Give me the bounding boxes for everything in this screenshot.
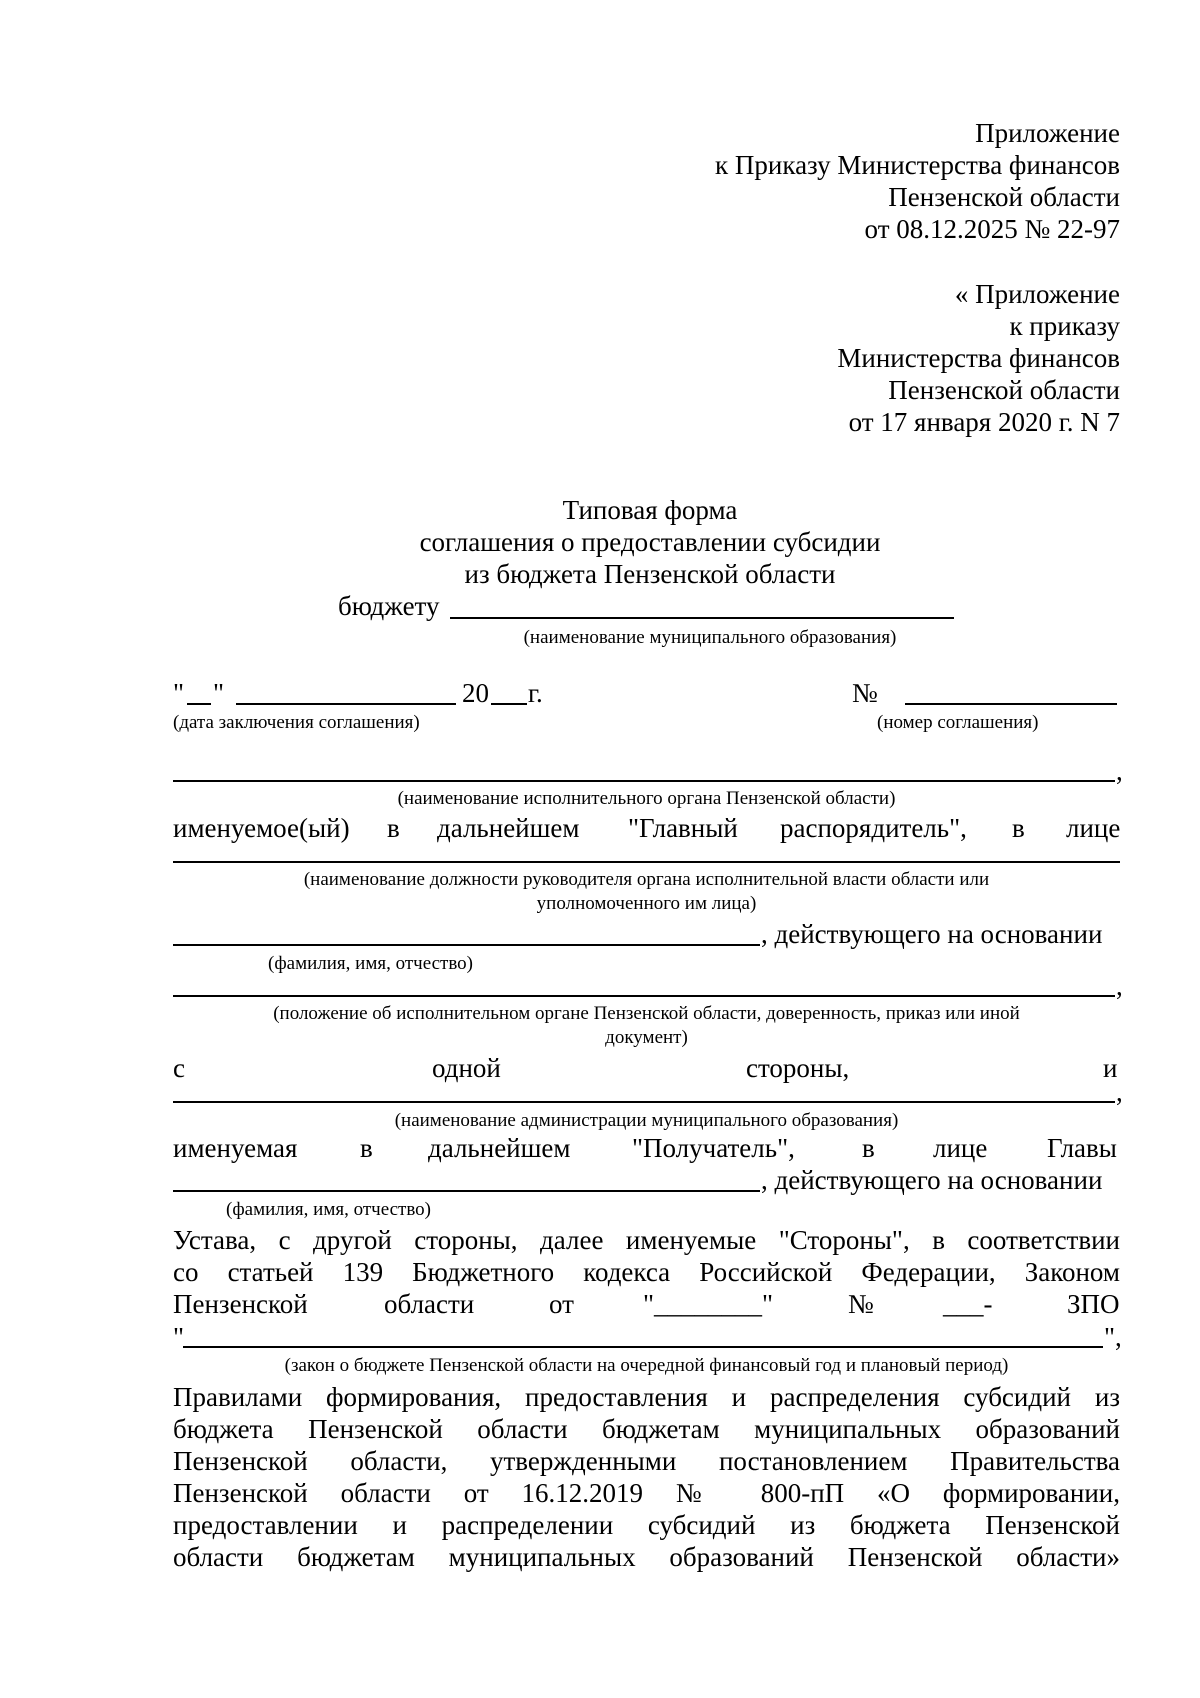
municipality-name-line[interactable] bbox=[450, 617, 954, 619]
named-recipient-w2: в bbox=[360, 1133, 373, 1163]
basis-document-line[interactable] bbox=[173, 995, 1115, 997]
date-caption: (дата заключения соглашения) bbox=[173, 712, 420, 733]
named-main-w3: дальнейшем bbox=[437, 813, 580, 843]
number-caption: (номер соглашения) bbox=[877, 712, 1039, 733]
named-main-w2: в bbox=[387, 813, 400, 843]
regulation-caption-2: документ) bbox=[605, 1027, 688, 1048]
ustav-line: Устава, с другой стороны, далее именуемые "Стороны", в соответствии bbox=[173, 1225, 1120, 1255]
rules-line-4: Пензенской области от 16.12.2019 № 800-пП «О формировании, bbox=[173, 1478, 1120, 1508]
quoted-order-ref: к приказу bbox=[1009, 311, 1120, 341]
law-line-w5: № bbox=[848, 1289, 874, 1319]
date-quote-close: " bbox=[213, 678, 225, 708]
municipality-caption: (наименование муниципального образования) bbox=[523, 627, 897, 648]
title-budget-prefix: бюджету bbox=[338, 591, 440, 621]
head-fio-line[interactable] bbox=[173, 944, 760, 946]
executive-body-caption: (наименование исполнительного органа Пензенской области) bbox=[397, 788, 896, 809]
named-main-w1: именуемое(ый) bbox=[173, 813, 350, 843]
budget-law-name-line[interactable] bbox=[183, 1346, 1103, 1348]
one-side-w3: стороны, bbox=[746, 1053, 850, 1083]
acting-on-basis-2: , действующего на основании bbox=[761, 1165, 1103, 1195]
head-fio-line-2[interactable] bbox=[173, 1190, 760, 1192]
regulation-caption-1: (положение об исполнительном органе Пензенской области, доверенность, приказ или иной bbox=[273, 1003, 1020, 1024]
month-field[interactable] bbox=[236, 703, 456, 705]
quoted-date-number: от 17 января 2020 г. N 7 bbox=[848, 407, 1120, 437]
named-recipient-w7: Главы bbox=[1047, 1133, 1117, 1163]
law-line-w2: области bbox=[384, 1289, 475, 1319]
law-name-quote-open: " bbox=[173, 1322, 185, 1352]
law-line-w3: от bbox=[549, 1289, 574, 1319]
day-field[interactable] bbox=[187, 703, 211, 705]
year-prefix: 20 bbox=[462, 678, 489, 708]
appendix-title: Приложение bbox=[975, 118, 1120, 148]
law-line-w7: ЗПО bbox=[1067, 1289, 1120, 1319]
appendix-region: Пензенской области bbox=[888, 182, 1120, 212]
article-line: со статьей 139 Бюджетного кодекса Российской Федерации, Законом bbox=[173, 1257, 1120, 1287]
comma-2: , bbox=[1116, 971, 1123, 1001]
date-quote-open: " bbox=[173, 678, 185, 708]
rules-line-2: бюджета Пензенской области бюджетам муниципальных образований bbox=[173, 1414, 1120, 1444]
position-caption-1: (наименование должности руководителя органа исполнительной власти области или bbox=[303, 869, 990, 890]
comma-3: , bbox=[1116, 1077, 1123, 1107]
named-main-w5: распорядитель", bbox=[780, 813, 967, 843]
law-name-quote-close: ", bbox=[1104, 1322, 1122, 1352]
title-line-2: соглашения о предоставлении субсидии bbox=[419, 527, 881, 557]
rules-line-5: предоставлении и распределении субсидий из бюджета Пензенской bbox=[173, 1510, 1120, 1540]
named-main-w6: в bbox=[1012, 813, 1025, 843]
fio-caption: (фамилия, имя, отчество) bbox=[268, 953, 474, 974]
law-line-w4: "________" bbox=[643, 1289, 774, 1319]
rules-line-6: области бюджетам муниципальных образований Пензенской области» bbox=[173, 1542, 1120, 1572]
one-side-w1: с bbox=[173, 1053, 185, 1083]
number-sign: № bbox=[852, 678, 878, 708]
named-recipient-w3: дальнейшем bbox=[428, 1133, 571, 1163]
title-line-1: Типовая форма bbox=[562, 495, 738, 525]
named-main-w7: лице bbox=[1066, 813, 1121, 843]
law-line-w6: ___- bbox=[943, 1289, 993, 1319]
agreement-number-field[interactable] bbox=[905, 703, 1117, 705]
fio-caption-2: (фамилия, имя, отчество) bbox=[226, 1199, 432, 1220]
quoted-region: Пензенской области bbox=[888, 375, 1120, 405]
law-line-w1: Пензенской bbox=[173, 1289, 308, 1319]
appendix-date-number: от 08.12.2025 № 22-97 bbox=[864, 214, 1120, 244]
appendix-order-ref: к Приказу Министерства финансов bbox=[715, 150, 1120, 180]
rules-line-1: Правилами формирования, предоставления и распределения субсидий из bbox=[173, 1382, 1120, 1412]
position-caption-2: уполномоченного им лица) bbox=[536, 893, 757, 914]
comma-1: , bbox=[1116, 756, 1123, 786]
named-recipient-w6: лице bbox=[933, 1133, 988, 1163]
named-recipient-w1: именуемая bbox=[173, 1133, 298, 1163]
rules-line-3: Пензенской области, утвержденными постановлением Правительства bbox=[173, 1446, 1120, 1476]
law-caption: (закон о бюджете Пензенской области на очередной финансовый год и плановый период) bbox=[284, 1355, 1009, 1376]
head-position-line[interactable] bbox=[173, 861, 1120, 863]
title-line-3: из бюджета Пензенской области bbox=[464, 559, 836, 589]
quoted-ministry: Министерства финансов bbox=[837, 343, 1120, 373]
named-recipient-w5: в bbox=[862, 1133, 875, 1163]
year-suffix: г. bbox=[528, 678, 543, 708]
one-side-w2: одной bbox=[432, 1053, 501, 1083]
admin-caption: (наименование администрации муниципального образования) bbox=[394, 1110, 899, 1131]
one-side-w4: и bbox=[1103, 1053, 1118, 1083]
quoted-appendix-title: « Приложение bbox=[954, 279, 1120, 309]
named-recipient-w4: "Получатель", bbox=[632, 1133, 795, 1163]
executive-body-name-line[interactable] bbox=[173, 780, 1115, 782]
year-field[interactable] bbox=[491, 703, 527, 705]
municipal-admin-line[interactable] bbox=[173, 1101, 1115, 1103]
acting-on-basis: , действующего на основании bbox=[761, 919, 1103, 949]
named-main-w4: "Главный bbox=[628, 813, 738, 843]
